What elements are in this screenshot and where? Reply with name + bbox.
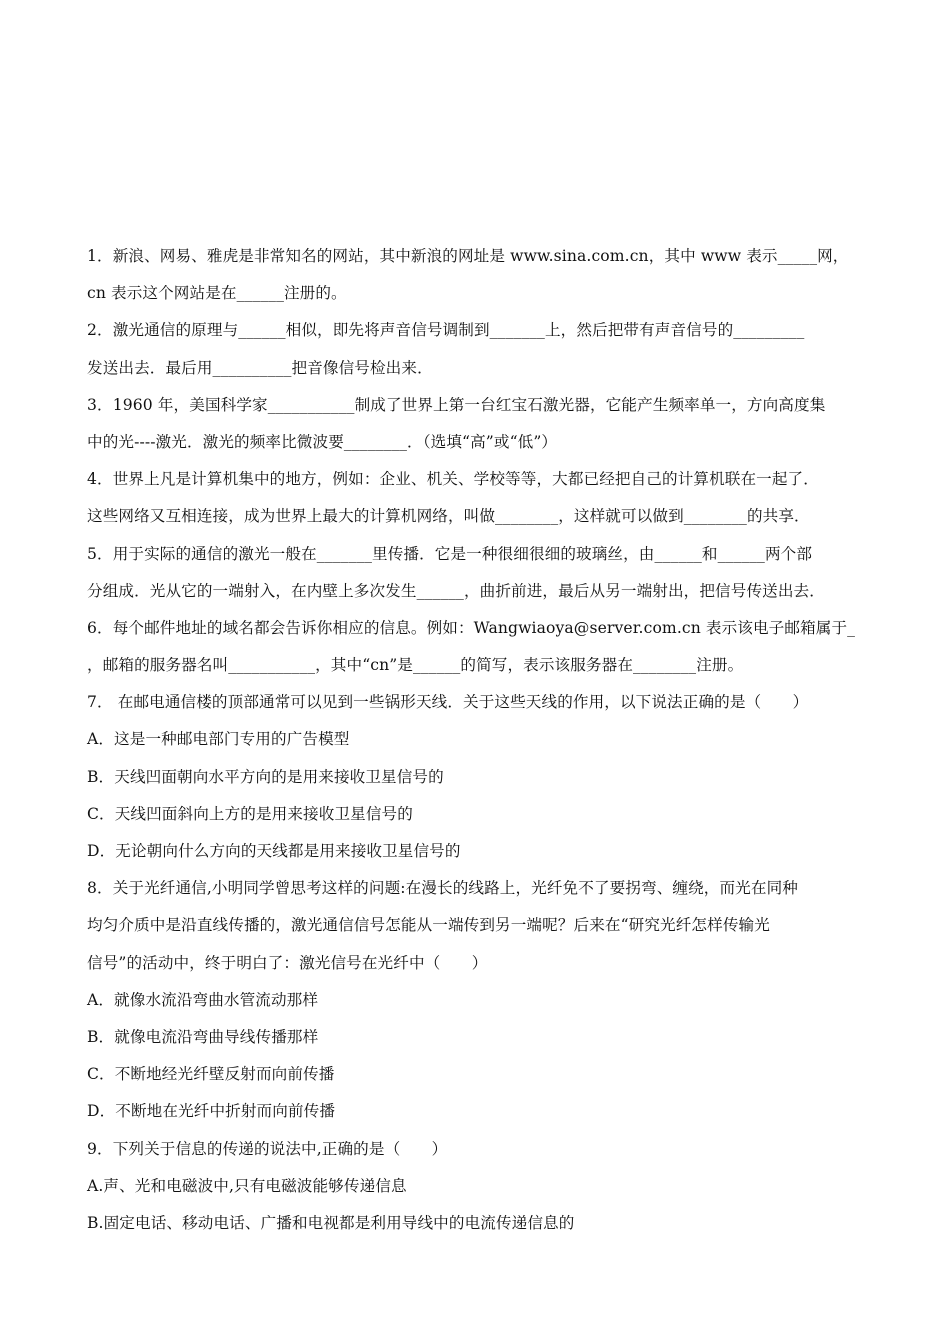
q1-line-1: 1．新浪、网易、雅虎是非常知名的网站，其中新浪的网址是 www.sina.com.cn，其中 www 表示_____网， [87,247,849,265]
q8-line-2: 均匀介质中是沿直线传播的，激光通信信号怎能从一端传到另一端呢？后来在“研究光纤怎样传输光 [87,916,770,935]
q2-line-1: 2．激光通信的原理与______相似，即先将声音信号调制到_______上，然后把带有声音信号的_________ [87,321,805,340]
q8-option-a: A．就像水流沿弯曲水管流动那样 [87,990,319,1009]
q9-stem: 9．下列关于信息的传递的说法中,正确的是（ ） [87,1139,448,1158]
q4-line-2: 这些网络又互相连接，成为世界上最大的计算机网络，叫做________，这样就可以做到________的共享． [87,507,810,526]
question-text [87,243,877,1247]
q8-option-b: B．就像电流沿弯曲导线传播那样 [87,1027,319,1046]
q9-option-a: A.声、光和电磁波中,只有电磁波能够传递信息 [87,1176,407,1195]
q8-line-1: 8．关于光纤通信,小明同学曾思考这样的问题:在漫长的线路上，光纤免不了要拐弯、缠绕，而光在同种 [87,879,798,898]
q7-option-b: B．天线凹面朝向水平方向的是用来接收卫星信号的 [87,767,444,786]
q1-line-2: cn 表示这个网站是在______注册的。 [87,284,347,303]
q8-option-c: C．不断地经光纤壁反射而向前传播 [87,1065,335,1084]
q4-line-1: 4．世界上凡是计算机集中的地方，例如：企业、机关、学校等等，大都已经把自己的计算机联在一起了． [87,470,819,489]
q5-line-2: 分组成．光从它的一端射入，在内壁上多次发生______，曲折前进，最后从另一端射出，把信号传送出去． [87,581,825,600]
q7-option-c: C．天线凹面斜向上方的是用来接收卫星信号的 [87,804,413,823]
q8-option-d: D．不断地在光纤中折射而向前传播 [87,1102,336,1121]
q2-line-2: 发送出去．最后用__________把音像信号检出来． [87,358,433,377]
q9-option-b: B.固定电话、移动电话、广播和电视都是利用导线中的电流传递信息的 [87,1213,575,1232]
q5-line-1: 5．用于实际的通信的激光一般在_______里传播．它是一种很细很细的玻璃丝，由______和______两个部 [87,544,813,563]
q3-line-2: 中的光----激光．激光的频率比微波要________．（选填“高”或“低”） [87,432,558,451]
q8-line-3: 信号”的活动中，终于明白了：激光信号在光纤中（ ） [87,953,488,972]
q7-option-a: A．这是一种邮电部门专用的广告模型 [87,730,350,749]
q6-line-2: ，邮箱的服务器名叫___________，其中“cn”是______的简写，表示该服务器在________注册。 [87,656,744,675]
q7-stem: 7． 在邮电通信楼的顶部通常可以见到一些锅形天线．关于这些天线的作用，以下说法正确的是（ ） [87,693,809,712]
q3-line-1: 3．1960 年，美国科学家___________制成了世界上第一台红宝石激光器，它能产生频率单一，方向高度集 [87,395,826,414]
q6-line-1: 6．每个邮件地址的域名都会告诉你相应的信息。例如：Wangwiaoya@server.com.cn 表示该电子邮箱属于_ [87,618,856,637]
q7-option-d: D．无论朝向什么方向的天线都是用来接收卫星信号的 [87,842,461,860]
